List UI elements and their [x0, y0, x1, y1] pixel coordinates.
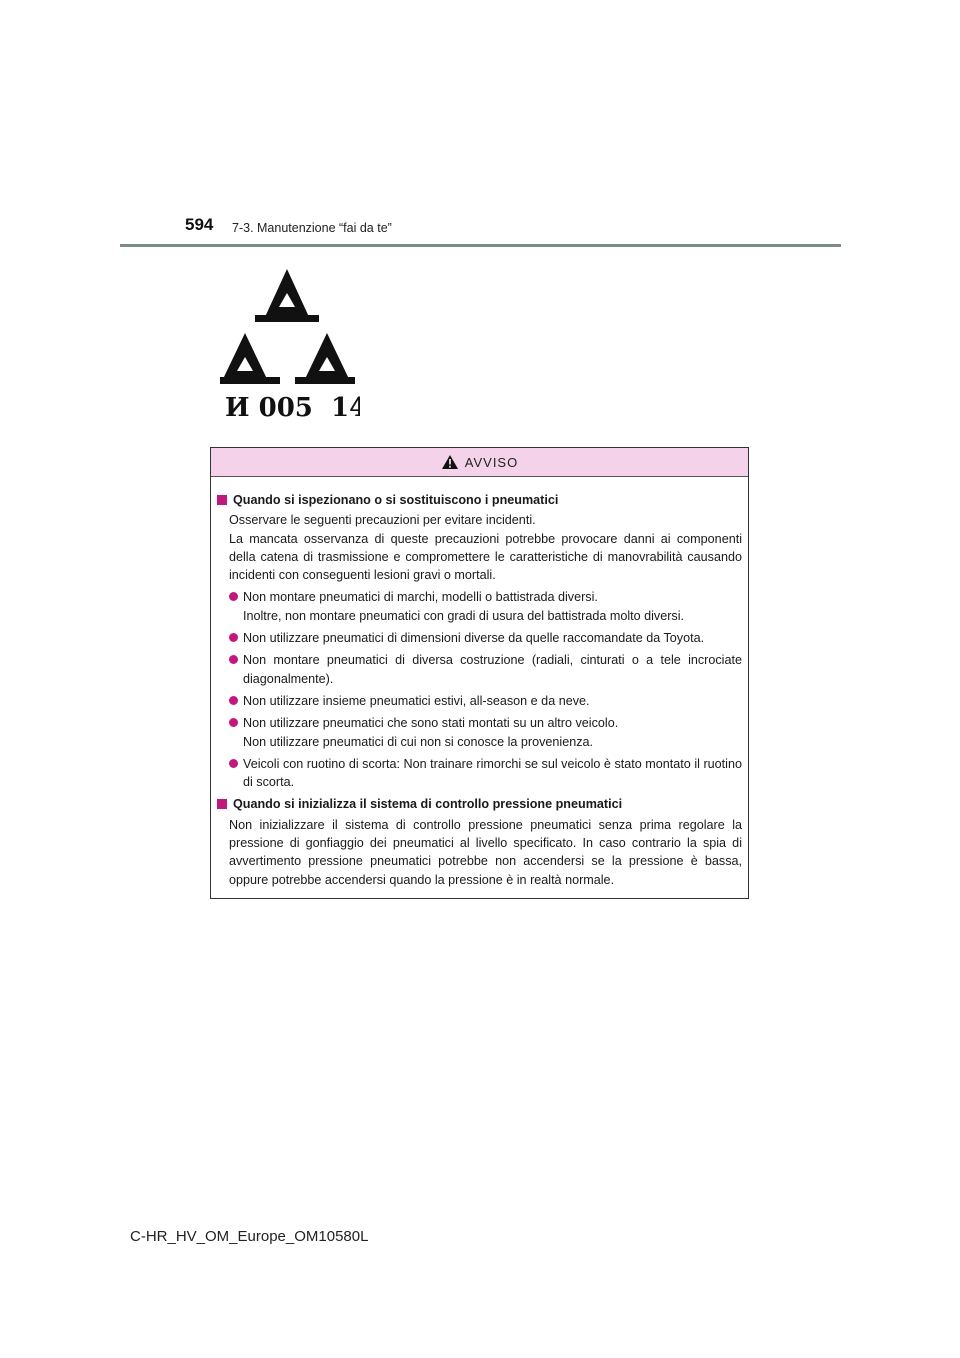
document-code: C-HR_HV_OM_Europe_OM10580L	[130, 1228, 369, 1245]
round-bullet-icon	[229, 718, 238, 727]
tire-tread-wear-indicator-icon	[215, 265, 360, 425]
topic-title: Quando si ispezionano o si sostituiscono i pneumatici	[233, 493, 559, 507]
square-bullet-icon	[217, 799, 227, 809]
square-bullet-icon	[217, 495, 227, 505]
paragraph-line: Non inizializzare il sistema di controllo pressione pneumatici senza prima regolare la pressione di gonfiaggio dei pneumatici al livello specificato. In caso contrario la spia di avvertimento pressione pneumatici potrebbe non accendersi se la pressione è bassa, oppure potrebbe accendersi quando la pressione è in realtà normale.	[229, 817, 742, 887]
round-bullet-icon	[229, 592, 238, 601]
round-bullet-icon	[229, 759, 238, 768]
warning-triangle-icon	[441, 454, 459, 470]
bullet-text: Non utilizzare pneumatici di cui non si conosce la provenienza.	[243, 734, 594, 749]
round-bullet-icon	[229, 633, 238, 642]
bullet-text: Veicoli con ruotino di scorta: Non trainare rimorchi se sul veicolo è stato montato il ruotino di scorta.	[243, 756, 742, 790]
warning-header	[211, 448, 748, 477]
list-item	[229, 651, 742, 688]
bullet-text: Non montare pneumatici di diversa costruzione (radiali, cinturati o a tele incrociate diagonalmente).	[243, 653, 742, 686]
warning-body	[211, 477, 748, 889]
list-item	[229, 588, 742, 625]
topic-title: Quando si inizializza il sistema di controllo pressione pneumatici	[233, 797, 623, 812]
topic-paragraph	[229, 511, 742, 584]
tire-marking-code: И 005 14	[225, 393, 360, 423]
page-number: 594	[185, 215, 214, 234]
topic-heading	[217, 491, 742, 509]
tire-marking-figure	[215, 265, 360, 425]
topic-paragraph	[229, 816, 742, 889]
bullet-text: Non utilizzare pneumatici di dimensioni diverse da quelle raccomandate da Toyota.	[243, 631, 705, 646]
warning-box	[210, 447, 749, 899]
list-item	[229, 629, 742, 647]
warning-title: AVVISO	[464, 454, 519, 470]
bullet-text: Non utilizzare pneumatici che sono stati montati su un altro veicolo.	[243, 716, 619, 731]
header-rule	[120, 244, 841, 247]
paragraph-line: Osservare le seguenti precauzioni per evitare incidenti.	[229, 513, 536, 528]
topic-heading	[217, 795, 742, 813]
bullet-text: Non utilizzare insieme pneumatici estivi, all-season e da neve.	[243, 693, 590, 708]
round-bullet-icon	[229, 696, 238, 705]
bullet-text: Inoltre, non montare pneumatici con gradi di usura del battistrada molto diversi.	[243, 608, 685, 623]
round-bullet-icon	[229, 655, 238, 664]
list-item	[229, 692, 742, 710]
bullet-text: Non montare pneumatici di marchi, modelli o battistrada diversi.	[243, 590, 598, 605]
list-item	[229, 755, 742, 792]
section-title: 7-3. Manutenzione “fai da te”	[232, 221, 392, 235]
list-item	[229, 714, 742, 751]
paragraph-line: La mancata osservanza di queste precauzioni potrebbe provocare danni ai componenti della catena di trasmissione e compromettere le caratteristiche di manovrabilità causando incidenti con conseguenti lesioni gravi o mortali.	[229, 531, 742, 583]
